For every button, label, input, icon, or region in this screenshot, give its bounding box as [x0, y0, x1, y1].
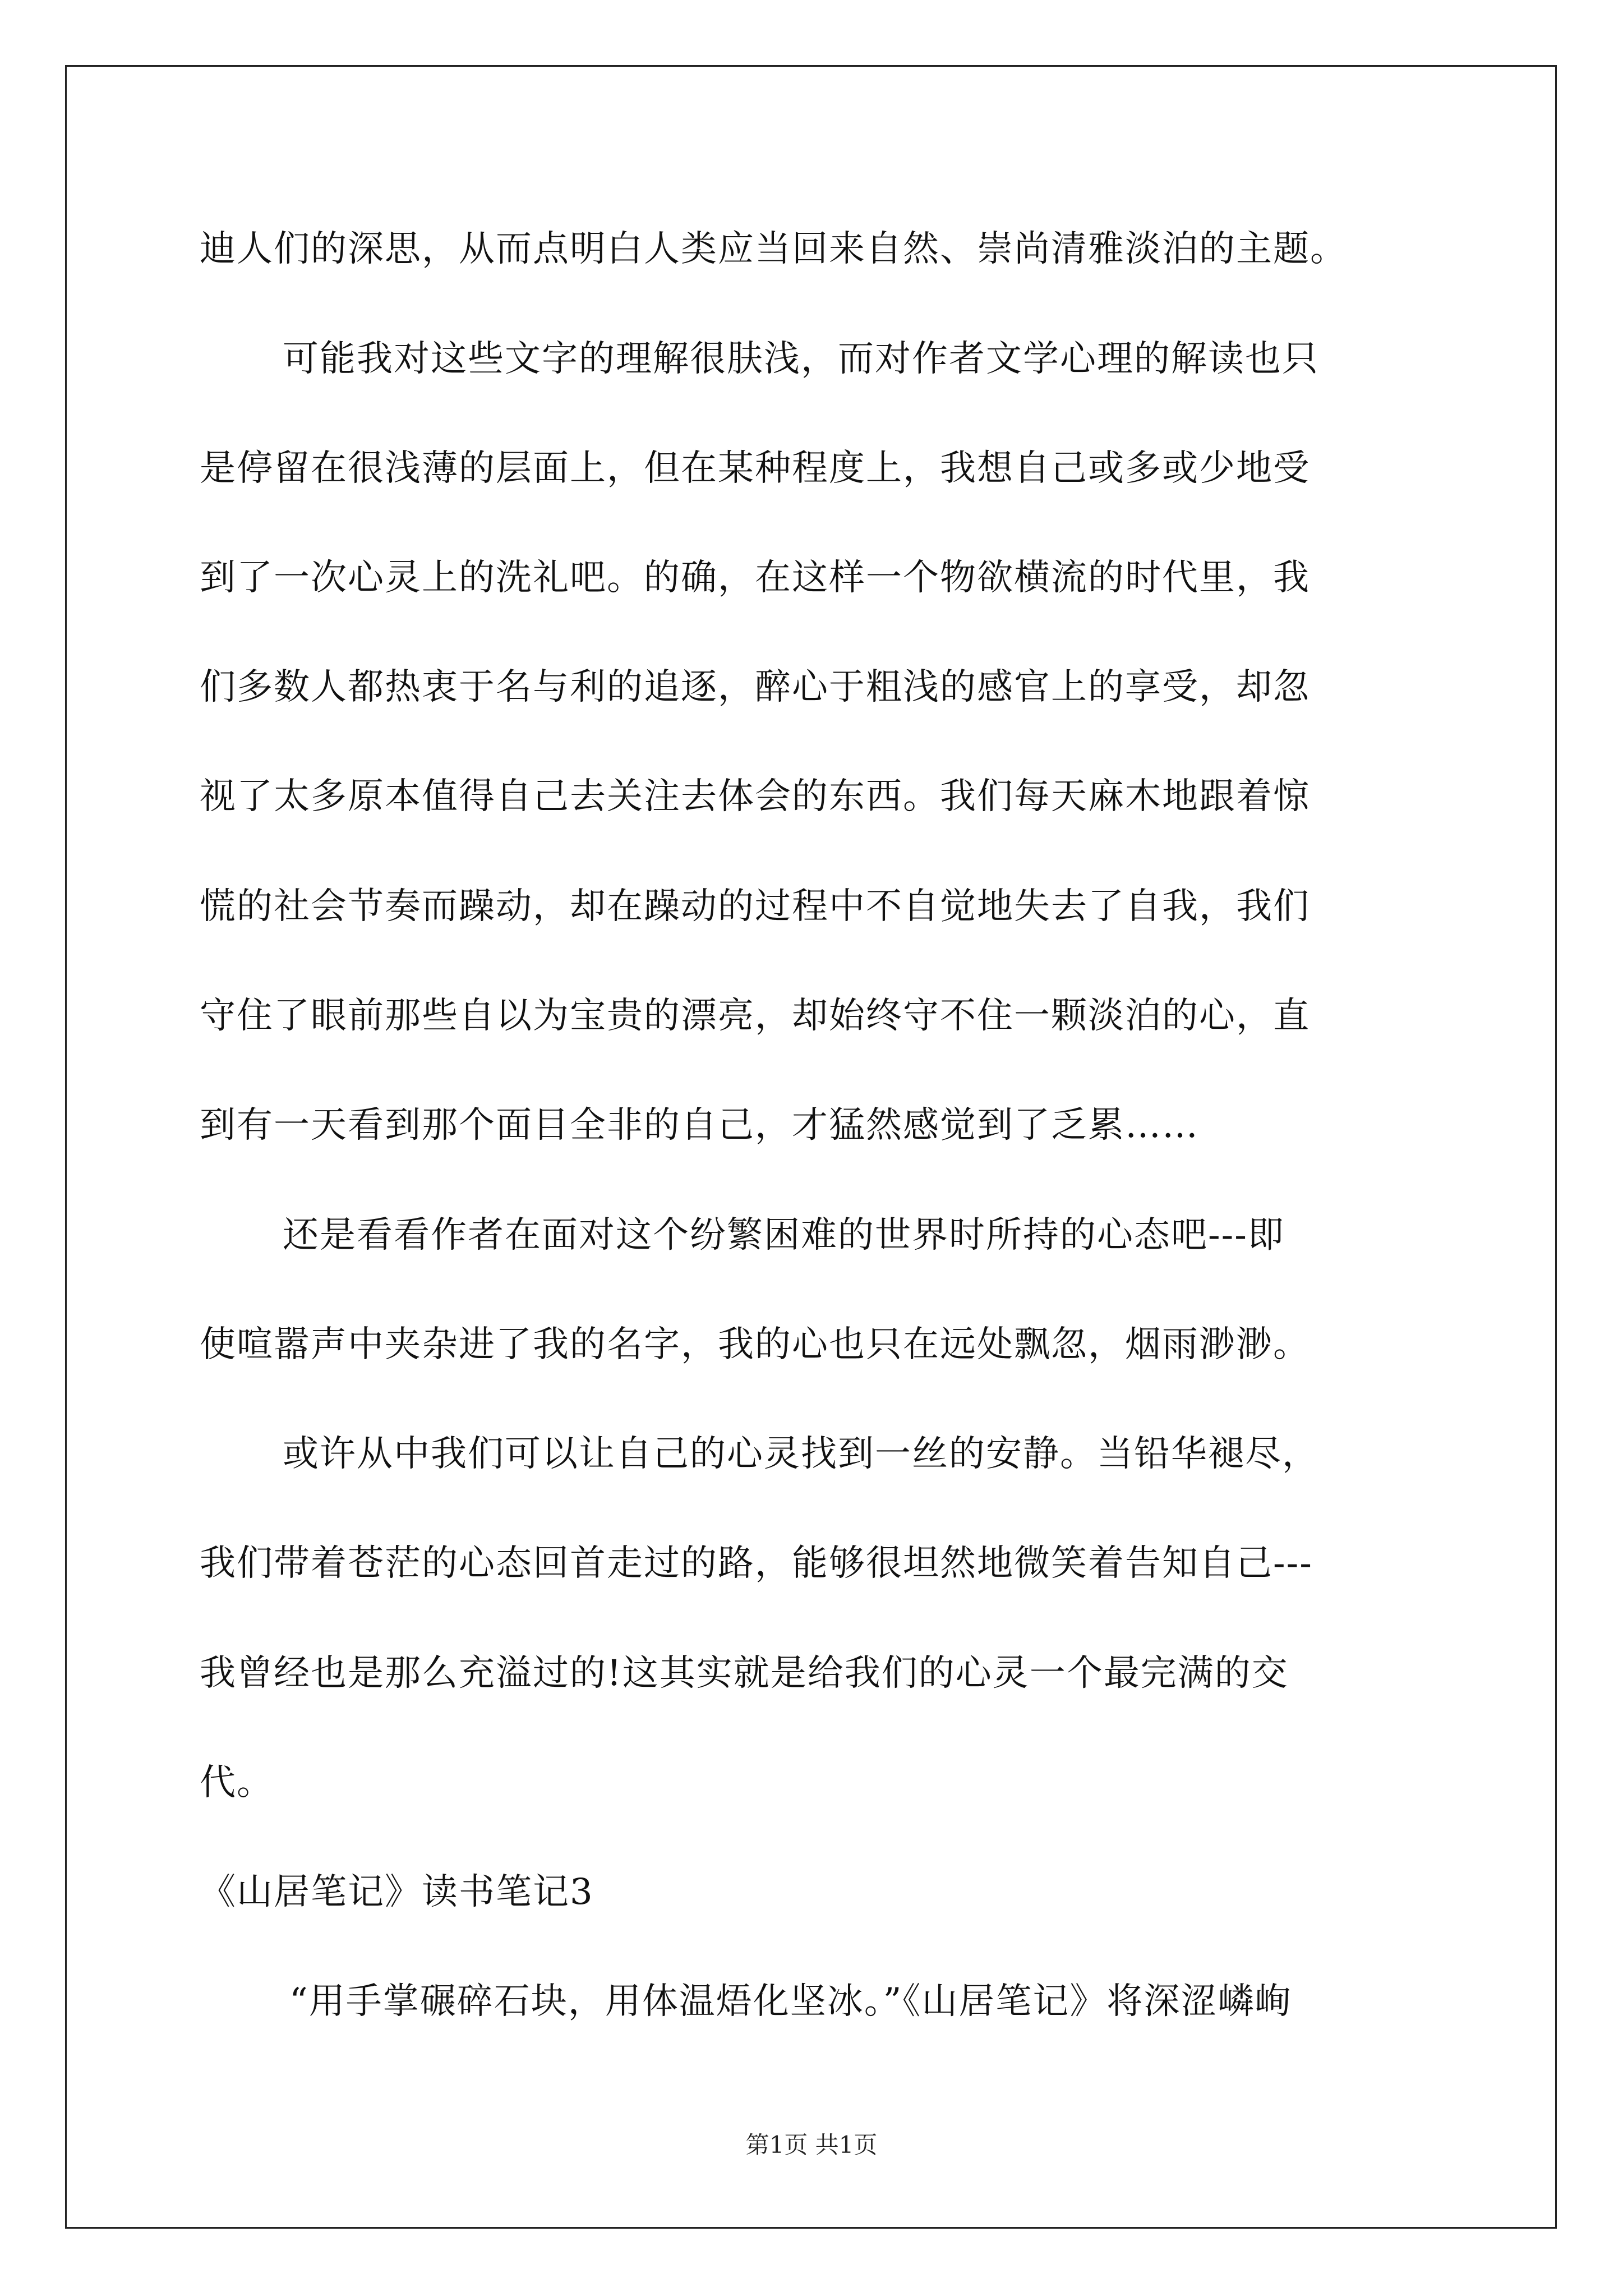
- text-line-5: 们多数人都热衷于名与利的追逐，醉心于粗浅的感官上的享受，却忽: [200, 666, 1310, 708]
- text-line-8: 守住了眼前那些自以为宝贵的漂亮，却始终守不住一颗淡泊的心，直: [200, 995, 1310, 1037]
- text-line-11: 使喧嚣声中夹杂进了我的名字，我的心也只在远处飘忽，烟雨渺渺。: [200, 1324, 1310, 1365]
- text-line-7: 慌的社会节奏而躁动，却在躁动的过程中不自觉地失去了自我，我们: [200, 886, 1310, 927]
- text-line-14: 我曾经也是那么充溢过的!这其实就是给我们的心灵一个最完满的交: [200, 1653, 1289, 1694]
- text-line-13: 我们带着苍茫的心态回首走过的路，能够很坦然地微笑着告知自己---: [200, 1543, 1313, 1584]
- text-line-12: 或许从中我们可以让自己的心灵找到一丝的安静。当铅华褪尽，: [283, 1433, 1319, 1475]
- text-line-1: 迪人们的深思，从而点明白人类应当回来自然、崇尚清雅淡泊的主题。: [200, 228, 1347, 270]
- text-line-4: 到了一次心灵上的洗礼吧。的确，在这样一个物欲横流的时代里，我: [200, 557, 1310, 599]
- text-line-9: 到有一天看到那个面目全非的自己，才猛然感觉到了乏累……: [200, 1105, 1199, 1146]
- text-line-15: 代。: [200, 1762, 274, 1803]
- text-line-6: 视了太多原本值得自己去关注去体会的东西。我们每天麻木地跟着惊: [200, 776, 1310, 817]
- section-heading: 《山居笔记》读书笔记3: [200, 1871, 594, 1913]
- page-footer: 第1页 共1页: [745, 2131, 878, 2159]
- text-line-17: “用手掌碾碎石块，用体温焐化坚冰。”《山居笔记》将深涩嶙峋: [289, 1981, 1292, 2022]
- text-line-2: 可能我对这些文字的理解很肤浅，而对作者文学心理的解读也只: [283, 338, 1319, 380]
- text-line-10: 还是看看作者在面对这个纷繁困难的世界时所持的心态吧---即: [283, 1214, 1285, 1256]
- text-line-3: 是停留在很浅薄的层面上，但在某种程度上，我想自己或多或少地受: [200, 448, 1310, 489]
